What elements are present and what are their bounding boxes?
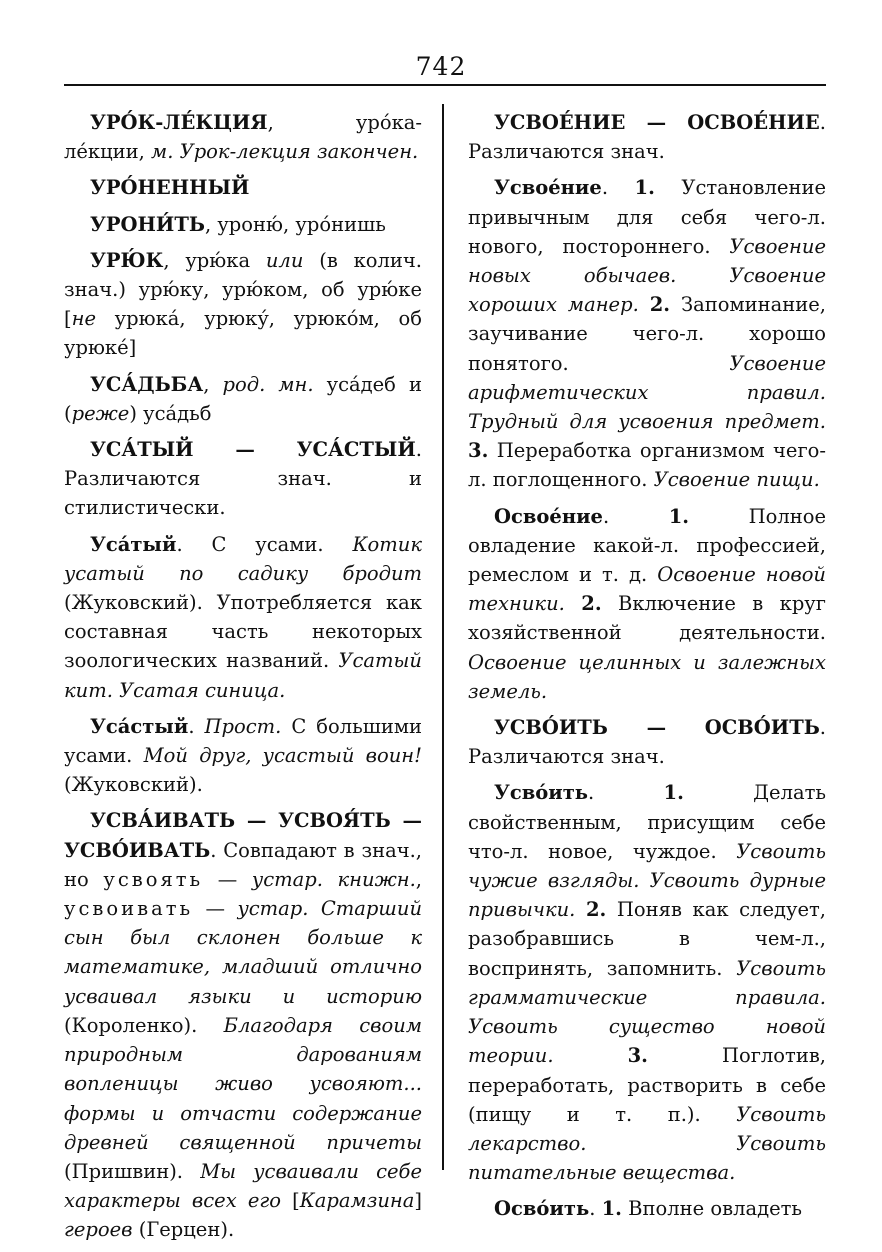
italic-text: Благодаря своим природным дарованиям вопленицы живо усвояют... формы и отчасти содержание древней священной причеты (64, 1013, 422, 1154)
italic-text: Усвоение пищи. (653, 468, 820, 492)
dictionary-entry (468, 1194, 826, 1223)
headword-text: Осво́ить (494, 1197, 590, 1221)
dictionary-entry (64, 210, 422, 239)
entry-text: . (589, 1197, 602, 1221)
spaced-text: усвоять (103, 867, 204, 891)
entry-text: , уроню́, уро́нишь (204, 212, 386, 236)
italic-text: Мой друг, усастый воин! (143, 744, 422, 768)
headword-text: УСВА́ИВАТЬ — УСВОЯ́ТЬ — УСВО́ИВАТЬ (64, 809, 422, 862)
italic-text: Прост. (204, 714, 282, 738)
left-column (64, 108, 422, 1252)
dictionary-entry (64, 530, 422, 705)
dictionary-entry (64, 370, 422, 428)
entry-text: С большими усами. (64, 714, 422, 768)
spaced-text: усвоивать (64, 897, 194, 921)
dictionary-entry (64, 246, 422, 363)
italic-text: или (265, 248, 304, 272)
entry-text: . (601, 176, 635, 200)
page-number: 742 (415, 52, 467, 81)
headword-text: УРО́К-ЛЕ́КЦИЯ (90, 111, 268, 134)
italic-text: Усвоить грамматические правила. Усвоить существо новой теории. (468, 956, 826, 1068)
dictionary-entry (468, 173, 826, 494)
headword-text: 3. (468, 439, 489, 463)
headword-text: Уса́стый (90, 714, 189, 738)
entry-text: Установление привычным для себя чего-л. нового, постороннего. (468, 176, 826, 258)
entry-text: (Пришвин). (64, 1159, 201, 1183)
dictionary-entry (468, 778, 826, 1187)
italic-text: Усвоить лекарство. Усвоить питательные вещества. (468, 1102, 826, 1185)
entry-text: , уро́ка-ле́кции, (64, 111, 422, 164)
entry-text: . (602, 504, 669, 528)
italic-text: Усвоение арифметических правил. Трудный для усвоения предмет. (468, 351, 826, 434)
right-column (468, 108, 826, 1231)
entry-text (554, 1044, 628, 1067)
column-divider (442, 104, 444, 1170)
entry-text: Поняв как следует, разобравшись в чем-л., воспринять, запомнить. (468, 898, 826, 980)
entry-text: . Различаются знач. и стилистически. (64, 438, 422, 520)
entry-text: Вполне овладеть (621, 1197, 803, 1221)
headword-text: 3. (627, 1044, 648, 1068)
headword-text: Уса́тый (90, 532, 177, 556)
entry-text: . Различаются знач. (468, 716, 826, 769)
entry-text: . (588, 781, 664, 805)
entry-text: — (203, 867, 252, 891)
headword-text: Освое́ние (494, 504, 603, 528)
headword-text: 2. (581, 592, 602, 616)
entry-text (575, 898, 586, 921)
headword-text: УРОНИ́ТЬ (90, 212, 205, 236)
entry-text: . Совпадают в знач., но (64, 838, 422, 891)
headword-text: УСВО́ИТЬ — ОСВО́ИТЬ (494, 716, 820, 740)
entry-text: . С усами. (176, 532, 353, 556)
italic-text: род. мн. (222, 372, 314, 396)
entry-text: , урю́ка (163, 248, 266, 272)
italic-text: Освоение целинных и залежных земель. (468, 650, 826, 703)
entry-text: урюка́, урюку́, урюко́м, об урюке́] (64, 307, 422, 360)
dictionary-entry (468, 502, 826, 706)
entry-text: (Жуковский). Употребляется как составная часть некоторых зоологических названий. (64, 591, 422, 673)
headword-text: Усво́ить (494, 781, 589, 805)
italic-text: Освоение новой техники. (468, 563, 826, 616)
italic-text: Усвоение новых обычаев. Усвоение хороших манер. (468, 234, 826, 317)
header-rule (64, 84, 826, 86)
entry-text: — (193, 897, 238, 921)
italic-text: Карамзина (299, 1189, 415, 1213)
headword-text: 1. (601, 1197, 622, 1221)
headword-text: 1. (634, 176, 655, 200)
italic-text: реже (71, 401, 130, 425)
dictionary-entry (64, 108, 422, 166)
headword-text: Усвое́ние (494, 176, 602, 200)
headword-text: УРЮ́К (90, 248, 164, 272)
dictionary-entry (468, 108, 826, 166)
italic-text: Усатый кит. Усатая синица. (64, 649, 422, 702)
dictionary-entry (64, 435, 422, 523)
dictionary-entry (64, 173, 422, 202)
entry-text: . Различаются знач. (468, 111, 826, 164)
headword-text: 1. (663, 781, 684, 805)
entry-text: (Герцен). (132, 1218, 235, 1242)
italic-text: устар. Старший сын был склонен больше к математике, младший отлично усваивал языки и историю (64, 897, 422, 1008)
headword-text: 1. (668, 504, 690, 528)
dictionary-entry (468, 713, 826, 771)
entry-text: ] (414, 1189, 422, 1213)
entry-text: . (188, 714, 205, 738)
entry-text: (в колич. знач.) урю́ку, урю́ком, об урю́ке [ (64, 248, 423, 331)
italic-text: не (71, 307, 96, 331)
italic-text: Усвоить чужие взгляды. Усвоить дурные привычки. (468, 839, 826, 922)
entry-text (639, 293, 650, 316)
headword-text: УСВОЕ́НИЕ — ОСВОЕ́НИЕ (494, 111, 820, 134)
entry-text: (Жуковский). (64, 773, 203, 797)
italic-text: героев (64, 1218, 133, 1242)
entry-text: Полное овладение какой-л. профессией, ремеслом и т. д. (468, 504, 826, 587)
entry-text: Запоминание, заучивание чего-л. хорошо понятого. (468, 293, 826, 375)
entry-text: , (203, 372, 223, 396)
entry-text: Переработка организмом чего-л. поглощенного. (468, 439, 826, 492)
headword-text: УСА́ДЬБА (90, 372, 204, 396)
headword-text: УСА́ТЫЙ — УСА́СТЫЙ (90, 438, 416, 462)
entry-text: ) уса́дьб (129, 401, 212, 425)
entry-text (565, 592, 581, 615)
entry-text: [ (280, 1189, 300, 1213)
italic-text: Котик усатый по садику бродит (64, 532, 422, 585)
dictionary-entry (64, 712, 422, 800)
italic-text: м. Урок-лекция закончен. (151, 140, 419, 164)
dictionary-entry (64, 806, 422, 1244)
italic-text: устар. книжн. (251, 867, 416, 891)
entry-text: Включение в круг хозяйственной деятельности. (468, 592, 826, 645)
headword-text: УРО́НЕННЫЙ (90, 176, 250, 200)
entry-text: Делать свойственным, присущим себе что-л. новое, чуждое. (468, 781, 826, 863)
headword-text: 2. (585, 898, 607, 922)
entry-text: Поглотив, переработать, растворить в себе (пищу и т. п.). (468, 1044, 827, 1126)
entry-text: (Короленко). (64, 1013, 224, 1037)
italic-text: Мы усваивали себе характеры всех его (64, 1159, 423, 1213)
entry-text: , (415, 867, 422, 891)
headword-text: 2. (649, 293, 671, 317)
entry-text: уса́деб и ( (64, 372, 422, 425)
